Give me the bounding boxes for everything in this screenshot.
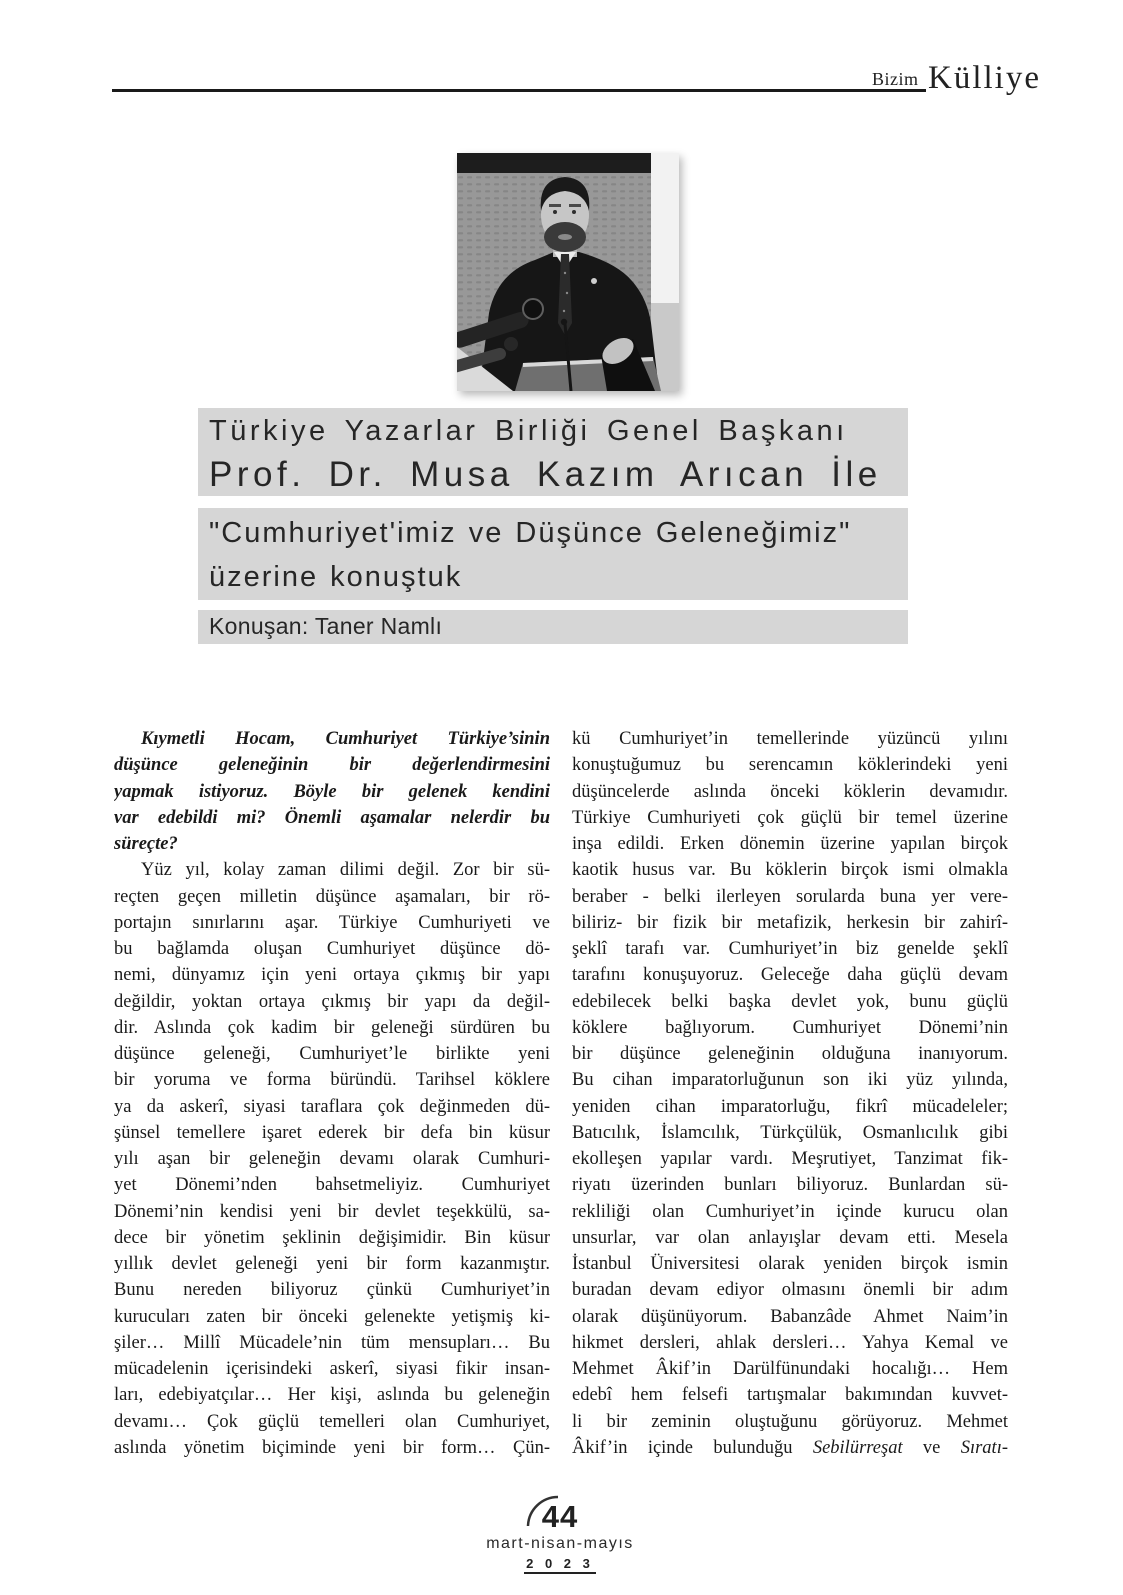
text-line: şiler… Millî Mücadele’nin tüm mensupları… Bu — [114, 1332, 550, 1353]
text-line: li bir zeminin oluştuğunu görüyoruz. Mehmet — [572, 1411, 1008, 1432]
text-line: olarak düşünüyorum. Babanzâde Ahmet Naim’in — [572, 1306, 1008, 1327]
body-left-column — [114, 726, 550, 1461]
speaker-photo-illustration — [457, 153, 679, 391]
text-line: kü Cumhuriyet’in temellerinde yüzüncü yılını — [572, 729, 1008, 749]
text-line: tarafını konuşuyoruz. Geleceğe daha güçlü devam — [572, 965, 1008, 986]
text-line: reçten geçen milletin düşünce aşamaları, bir rö- — [114, 886, 550, 907]
answer-continued-block — [572, 726, 1008, 1461]
text-line: riyatı üzerinden bunları biliyoruz. Bunlardan sü- — [572, 1175, 1008, 1196]
text-line: beraber - belki ilerleyen sorularda buna yer vere- — [572, 886, 1008, 907]
text-line: var edebildi mi? Önemli aşamalar nelerdir bu — [114, 807, 550, 828]
question-block — [114, 726, 550, 857]
title-line-person: Prof. Dr. Musa Kazım Arıcan İle — [209, 455, 882, 494]
text-line: yıllık devlet geleneği yeni bir form kazanmıştır. — [114, 1254, 550, 1274]
text-line: bir düşünce geleneğinin olduğuna inanıyorum. — [572, 1044, 1008, 1064]
text-line: yeniden cihan imparatorluğu, fikrî mücadeleler; — [572, 1096, 1008, 1117]
text-line: değildir, yoktan ortaya çıkmış bir yapı da değil- — [114, 991, 550, 1012]
text-run: Âkif’in içinde bulunduğu — [572, 1437, 813, 1458]
answer-block — [114, 857, 550, 1461]
title-bar-primary — [198, 408, 908, 496]
text-line: şünsel temellere işaret ederek bir defa bin küsur — [114, 1122, 550, 1143]
text-line: Batıcılık, İslamcılık, Türkçülük, Osmanlıcılık gibi — [572, 1122, 1008, 1143]
header-rule — [112, 89, 926, 92]
text-line: Bu cihan imparatorluğunun son iki yüz yılında, — [572, 1070, 1008, 1091]
text-line: Yüz yıl, kolay zaman dilimi değil. Zor bir sü- — [141, 860, 550, 881]
text-line: süreçte? — [114, 834, 178, 854]
text-line: mücadelenin içerisindeki askerî, siyasi fikir insan- — [114, 1359, 550, 1379]
text-line: düşüncelerde aslında önceki köklerin devamıdır. — [572, 781, 1008, 802]
text-line: kaotik husus var. Bu köklerin birçok ismi olmakla — [572, 860, 1008, 881]
text-line: düşünce geleneği, Cumhuriyet’le birlikte yeni — [114, 1044, 550, 1064]
text-line — [572, 1435, 1008, 1461]
text-line: inşa edildi. Erken dönemin üzerine yapılan birçok — [572, 834, 1008, 854]
text-line: biliriz- bir fizik bir metafizik, herkesin bir zahirî- — [572, 912, 1008, 933]
text-line: devamı… Çok güçlü temelleri olan Cumhuriyet, — [114, 1411, 550, 1432]
page-footer — [430, 1492, 690, 1574]
body-right-column — [572, 726, 1008, 1461]
text-line: Mehmet Âkif’in Darülfünundaki hocalığı… Hem — [572, 1359, 1008, 1379]
text-line: aslında yönetim biçiminde yeni bir form… Çün- — [114, 1437, 550, 1458]
text-line: buradan devam ediyor olmasını önemli bir adım — [572, 1280, 1008, 1301]
magazine-brand-small: Bizim — [872, 69, 919, 89]
text-line: hikmet dersleri, ahlak dersleri… Yahya Kemal ve — [572, 1332, 1008, 1353]
text-line: yapmak istiyoruz. Böyle bir gelenek kendini — [114, 781, 550, 802]
text-line: nemi, dünyamız için yeni ortaya çıkmış bir yapı — [114, 965, 550, 986]
issue-months: mart-nisan-mayıs — [486, 1535, 634, 1552]
text-line: edebî hem felsefi tartışmalar bakımından kuvvet- — [572, 1385, 1008, 1406]
text-line: Bunu nereden biliyoruz çünkü Cumhuriyet’in — [114, 1280, 550, 1301]
text-line: rekliliği olan Cumhuriyet’in içinde kurucu olan — [572, 1201, 1008, 1222]
title-line-organization: Türkiye Yazarlar Birliği Genel Başkanı — [209, 415, 848, 447]
text-line: bu bağlamda oluşan Cumhuriyet düşünce dö- — [114, 939, 550, 959]
text-line: Kıymetli Hocam, Cumhuriyet Türkiye’sinin — [141, 729, 550, 749]
text-line: edebilecek belki başka devlet yok, bunu güçlü — [572, 991, 1008, 1012]
text-line: konuştuğumuz bu serencamın köklerindeki yeni — [572, 755, 1008, 776]
text-line: Dönemi’nin kendisi yeni bir devlet teşekkülü, sa- — [114, 1201, 550, 1222]
title-line-topic-cont: üzerine konuştuk — [209, 561, 463, 593]
text-line: bir yoruma ve forma büründü. Tarihsel köklere — [114, 1070, 550, 1091]
text-line: ekolleşen yapılar vardı. Meşrutiyet, Tanzimat fik- — [572, 1149, 1008, 1169]
text-line: yet Dönemi’nden bahsetmeliyiz. Cumhuriyet — [114, 1175, 550, 1196]
text-line: yılı aşan bir geleneğin devamı olarak Cumhuri- — [114, 1149, 550, 1169]
text-line: unsurlar, var olan anlayışlar devam etti. Mesela — [572, 1227, 1008, 1248]
text-line: portajın sınırlarını aşar. Türkiye Cumhuriyeti ve — [114, 912, 550, 933]
text-line: ları, edebiyatçılar… Her kişi, aslında bu geleneğin — [114, 1385, 550, 1406]
title-line-topic: "Cumhuriyet'imiz ve Düşünce Geleneğimiz" — [209, 517, 852, 549]
italic-text-run: Sebilürreşat — [812, 1437, 903, 1458]
footer-arc-icon — [524, 1494, 562, 1528]
text-line: kurucuları zaten bir önceki gelenekte yetişmiş ki- — [114, 1306, 550, 1327]
text-line: köklere bağlıyorum. Cumhuriyet Dönemi’nin — [572, 1017, 1008, 1038]
text-line: dece bir yönetim şeklinin değişimidir. Bin küsur — [114, 1227, 550, 1248]
speaker-photo — [457, 153, 679, 391]
text-run: ve — [902, 1437, 961, 1458]
text-line: şeklî tarafı var. Cumhuriyet’in biz genelde şeklî — [572, 939, 1008, 959]
text-line: Türkiye Cumhuriyeti çok güçlü bir temel üzerine — [572, 807, 1008, 828]
italic-text-run: Sıratı- — [960, 1437, 1008, 1458]
text-line: İstanbul Üniversitesi olarak yeniden birçok ismin — [572, 1254, 1008, 1274]
interviewer-bar: Konuşan: Taner Namlı — [198, 610, 908, 644]
page-number: 44 — [541, 1499, 579, 1534]
issue-year: 2 0 2 3 — [524, 1556, 596, 1574]
text-line: dir. Aslında çok kadim bir geleneği sürdüren bu — [114, 1017, 550, 1038]
magazine-brand-large: Külliye — [928, 60, 1041, 96]
text-line: düşünce geleneğinin bir değerlendirmesini — [114, 755, 550, 776]
title-bar-secondary — [198, 508, 908, 600]
text-line: ya da askerî, siyasi taraflara çok değinmeden dü- — [114, 1096, 550, 1117]
